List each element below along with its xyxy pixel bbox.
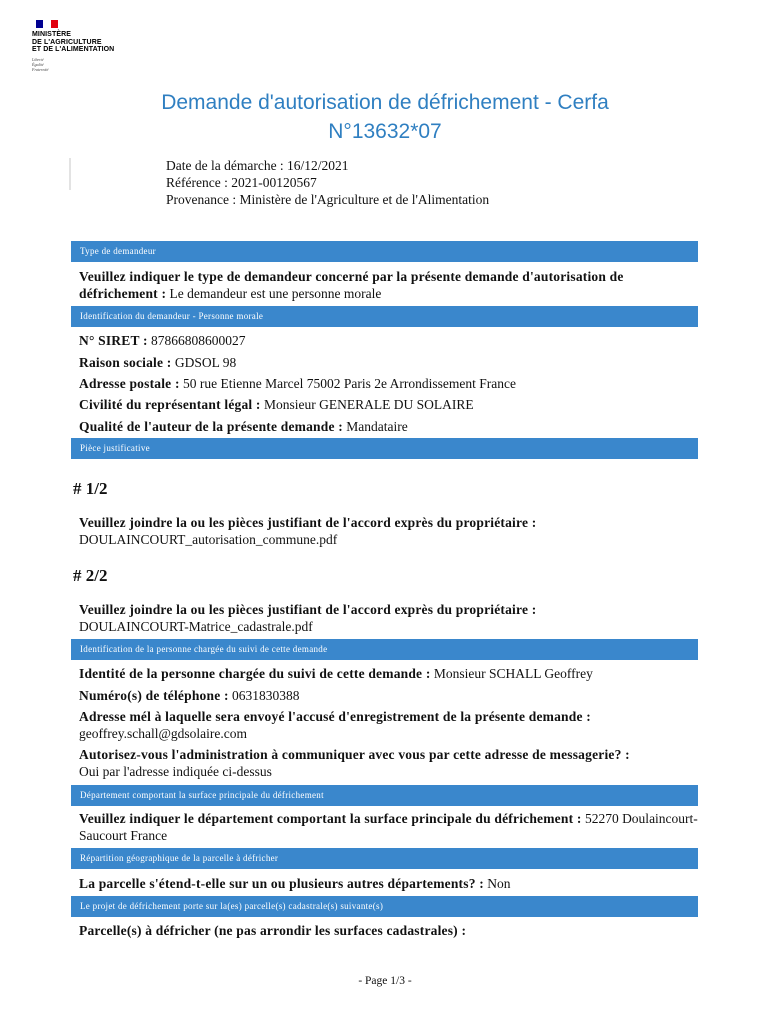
field-label: Veuillez indiquer le type de demandeur concerné par la présente demande d'autorisation de défrichement :	[79, 269, 624, 301]
devise-line: Liberté	[32, 56, 44, 62]
field-label: Qualité de l'auteur de la présente demande :	[79, 419, 343, 434]
meta-reference: Référence : 2021-00120567	[166, 175, 317, 190]
field-value: geoffrey.schall@gdsolaire.com	[79, 726, 247, 741]
field-label: Adresse mél à laquelle sera envoyé l'accusé d'enregistrement de la présente demande :	[79, 709, 591, 724]
field-label: Veuillez joindre la ou les pièces justifiant de l'accord exprès du propriétaire :	[79, 515, 537, 530]
field-departement	[79, 810, 699, 844]
field-value: 52270 Doulaincourt-Saucourt France	[79, 811, 698, 843]
field-label: Civilité du représentant légal :	[79, 397, 261, 412]
field-value: Monsieur SCHALL Geoffrey	[433, 666, 593, 681]
title-line-2: N°13632*07	[328, 120, 442, 143]
field-autorisation-mel	[79, 746, 699, 780]
field-repartition	[79, 875, 699, 892]
field-value: Monsieur GENERALE DU SOLAIRE	[264, 397, 474, 412]
piece-file: DOULAINCOURT_autorisation_commune.pdf	[79, 532, 338, 547]
section-header-departement: Département comportant la surface principale du défrichement	[71, 785, 698, 806]
field-label: Identité de la personne chargée du suivi de cette demande :	[79, 666, 431, 681]
field-label: Raison sociale :	[79, 355, 172, 370]
field-label: Veuillez joindre la ou les pièces justifiant de l'accord exprès du propriétaire :	[79, 602, 537, 617]
field-value: GDSOL 98	[174, 355, 237, 370]
field-value: Oui par l'adresse indiquée ci-dessus	[79, 764, 272, 779]
field-raison-sociale	[79, 354, 699, 371]
field-label: Numéro(s) de téléphone :	[79, 688, 229, 703]
field-label: Adresse postale :	[79, 376, 180, 391]
request-meta	[166, 157, 489, 208]
section-header-suivi: Identification de la personne chargée du suivi de cette demande	[71, 639, 698, 660]
field-adresse-postale	[79, 375, 699, 392]
field-value: 50 rue Etienne Marcel 75002 Paris 2e Arrondissement France	[183, 376, 516, 391]
field-value: 0631830388	[232, 688, 300, 703]
piece-item	[79, 601, 699, 635]
field-siret	[79, 332, 699, 349]
piece-file: DOULAINCOURT-Matrice_cadastrale.pdf	[79, 619, 313, 634]
field-label: Veuillez indiquer le département comportant la surface principale du défrichement :	[79, 811, 582, 826]
section-header-pieces: Pièce justificative	[71, 438, 698, 459]
meta-provenance: Provenance : Ministère de l'Agriculture et de l'Alimentation	[166, 192, 490, 207]
field-label: Parcelle(s) à défricher (ne pas arrondir les surfaces cadastrales) :	[79, 923, 467, 938]
ministry-line: ET DE L'ALIMENTATION	[32, 46, 115, 53]
field-identite-suivi	[79, 665, 699, 682]
field-parcelles	[79, 922, 699, 939]
page-footer: - Page 1/3 -	[358, 975, 412, 987]
section-header-projet: Le projet de défrichement porte sur la(es) parcelle(s) cadastrale(s) suivante(s)	[71, 896, 698, 917]
field-type-demandeur	[79, 268, 699, 302]
ministry-name	[32, 31, 142, 54]
ministry-line: MINISTÈRE	[32, 31, 72, 38]
meta-side-rule	[69, 158, 71, 190]
field-adresse-mel	[79, 708, 699, 742]
devise-line: Fraternité	[32, 66, 49, 72]
section-header-type: Type de demandeur	[71, 241, 698, 262]
field-qualite	[79, 418, 699, 435]
field-value: 87866808600027	[151, 333, 246, 348]
page-title	[0, 88, 770, 146]
section-header-identification: Identification du demandeur - Personne morale	[71, 306, 698, 327]
devise	[32, 57, 142, 72]
piece-number: # 1/2	[73, 479, 108, 498]
field-label: N° SIRET :	[79, 333, 148, 348]
field-label: La parcelle s'étend-t-elle sur un ou plusieurs autres départements? :	[79, 876, 484, 891]
meta-date: Date de la démarche : 16/12/2021	[166, 158, 349, 173]
piece-number: # 2/2	[73, 566, 108, 585]
marianne-flag-icon	[36, 20, 58, 28]
field-civilite	[79, 396, 699, 413]
section-header-repartition: Répartition géographique de la parcelle à défricher	[71, 848, 698, 869]
ministry-line: DE L'AGRICULTURE	[32, 38, 102, 46]
devise-line: Égalité	[32, 61, 44, 67]
field-value: Mandataire	[346, 419, 408, 434]
field-label: Autorisez-vous l'administration à communiquer avec vous par cette adresse de messagerie? :	[79, 747, 630, 762]
piece-item	[79, 514, 699, 548]
field-value: Non	[487, 876, 511, 891]
field-telephone	[79, 687, 699, 704]
field-value: Le demandeur est une personne morale	[169, 286, 382, 301]
title-line-1: Demande d'autorisation de défrichement - Cerfa	[161, 91, 609, 114]
ministry-logo	[32, 20, 142, 72]
